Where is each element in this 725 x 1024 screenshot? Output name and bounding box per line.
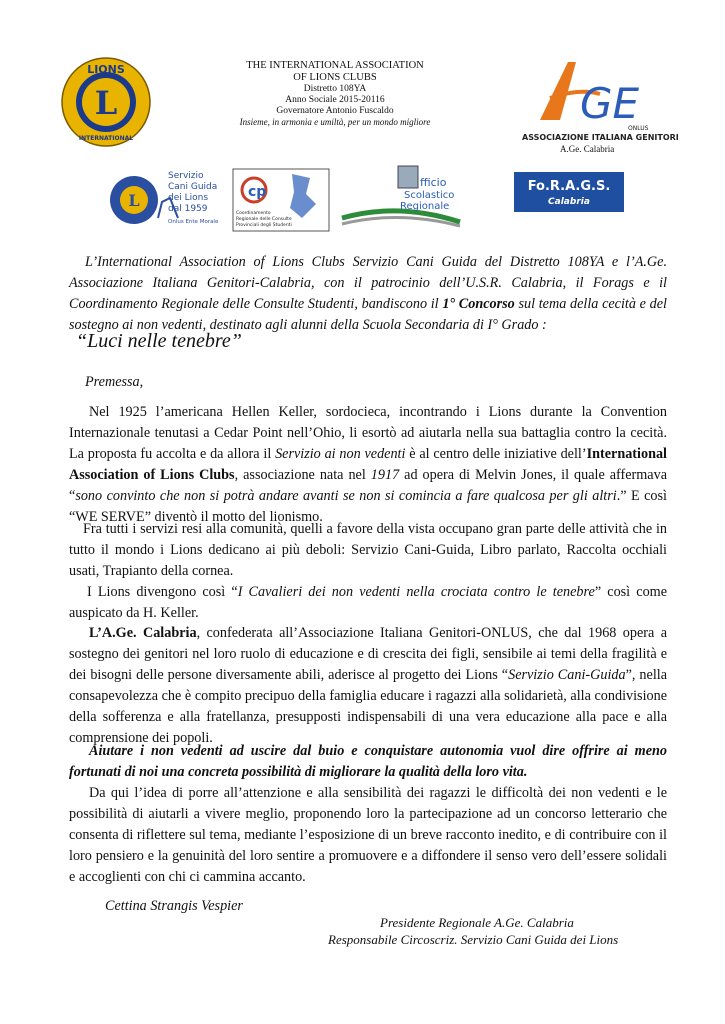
lions-logo — [60, 56, 152, 148]
text-run: Servizio ai non vedenti — [275, 446, 406, 462]
text-run: è al centro delle iniziative dell’ — [405, 446, 587, 462]
letterhead-line: Governatore Antonio Fuscaldo — [276, 105, 394, 116]
text-run: Aiutare i non vedenti ad uscire dal buio e conquistare autonomia vuol dire offrire ai meno fortunati di noi una concreta possibilità di migliorare la qualità della loro vita. — [69, 743, 667, 780]
cani-guida-text: dal 1959 — [168, 204, 208, 214]
age-name-text: ASSOCIAZIONE ITALIANA GENITORI — [522, 133, 679, 142]
intro-text-end: sul tema della cecità e del sostegno ai non vedenti, destinato agli alunni della Scuola Secondaria di I° Grado : — [69, 296, 667, 333]
consulte-text: Provinciali degli Studenti — [236, 223, 292, 228]
text-run: .” E così “WE SERVE” diventò il motto del lionismo. — [69, 488, 667, 525]
premessa-heading: Premessa, — [85, 374, 144, 390]
letterhead-line: OF LIONS CLUBS — [293, 72, 377, 84]
paragraph-cavalieri — [69, 582, 667, 624]
paragraph-age — [69, 623, 667, 749]
cani-guida-text: dei Lions — [168, 193, 209, 203]
consulte-logo — [232, 168, 330, 232]
lions-logo-text: LIONS — [87, 63, 125, 76]
paragraph-keller — [69, 402, 667, 528]
text-run: I Lions divengono così “ — [87, 584, 238, 600]
consulte-text: Regionale delle Consulte — [236, 217, 292, 222]
text-run: Servizio Cani-Guida — [508, 667, 626, 683]
cani-guida-text: Servizio — [168, 171, 204, 181]
cani-guida-logo — [108, 168, 218, 230]
age-onlus-text: ONLUS — [628, 125, 649, 132]
text-run: ”, nella consapevolezza che è compito precipuo della famiglia educare i ragazzi alla solidarietà, alla condivisione della sofferenza e alla fratellanza, presupposti indispensabili di una vera educazione alla pace e alla comprensione dei popoli. — [69, 667, 668, 746]
cani-guida-sub: Onlus Ente Morale — [168, 219, 219, 225]
svg-text:GE: GE — [580, 79, 640, 128]
signature-role: Presidente Regionale A.Ge. Calabria — [380, 915, 574, 930]
text-run: , confederata all’Associazione Italiana Genitori-ONLUS, che dal 1968 opera a sostegno dei genitori nel loro ruolo di educazione e di crescita dei figli, sensibile ai temi della fragilità e dei bisogni delle persone diversamente abili, aderisce al progetto dei Lions “ — [69, 625, 667, 683]
age-caption: A.Ge. Calabria — [560, 144, 615, 154]
letterhead-line: Distretto 108YA — [303, 84, 367, 95]
intro-bold: 1° Concorso — [442, 296, 515, 312]
letterhead — [210, 60, 460, 127]
svg-text:cp: cp — [248, 184, 267, 200]
text-run: sono convinto che non si potrà andare avanti se non si comincia a fare qualcosa per gli altri — [75, 488, 617, 504]
text-run: L’A.Ge. Calabria — [89, 625, 197, 641]
svg-text:L: L — [94, 84, 118, 122]
text-run: International Association of Lions Clubs — [69, 446, 667, 483]
paragraph-servizi — [69, 519, 667, 582]
text-run: Da qui l’idea di porre all’attenzione e alla sensibilità dei ragazzi le difficoltà dei non vedenti e le possibilità di aiutarli a vivere meglio, proponendo loro la partecipazione ad un concorso letterario che consenta di riflettere sul tema, mediante l’esposizione di un breve racconto inedito, e di contribuire con il loro pensiero e la genuinità del loro sentire a promuovere e a diffondere il senso vero dell’essere solidali e accoglienti con chi ci cammina accanto. — [69, 785, 667, 885]
letterhead-line: THE INTERNATIONAL ASSOCIATION — [246, 60, 424, 71]
usr-text: fficio — [420, 176, 447, 189]
text-run: , associazione nata nel — [234, 467, 371, 483]
text-run: 1917 — [370, 467, 400, 483]
text-run: Nel 1925 l’americana Hellen Keller, sordocieca, incontrando i Lions durante la Convention Internazionale tenutasi a Cedar Point nell’Ohio, li esortò ad aiutarla nella sua battaglia contro la cecità. La proposta fu accolta e da allora il — [69, 404, 667, 462]
signature-role: Responsabile Circoscriz. Servizio Cani Guida dei Lions — [328, 932, 619, 947]
usr-text: Scolastico — [404, 190, 455, 201]
text-run: Fra tutti i servizi resi alla comunità, quelli a favore della vista occupano gran parte delle attività che in tutto il mondo i Lions dedicano ai più deboli: Servizio Cani-Guida, Libro parlato, Raccolta occhiali usati, Trapianto della cornea. — [69, 521, 667, 579]
usr-text: Regionale — [400, 201, 450, 212]
cani-guida-text: Cani Guida — [168, 182, 218, 192]
text-run: ” così come auspicato da H. Keller. — [69, 584, 668, 621]
paragraph-aiutare — [69, 741, 667, 783]
letterhead-line: Anno Sociale 2015-20116 — [285, 95, 385, 106]
lions-logo-bottom-text: INTERNATIONAL — [78, 135, 134, 142]
paragraph-idea — [69, 783, 667, 888]
forags-text: Fo.R.A.G.S. — [527, 179, 611, 194]
forags-sub: Calabria — [548, 197, 590, 207]
age-logo — [520, 58, 679, 144]
signature-name: Cettina Strangis Vespier — [105, 898, 243, 914]
letterhead-motto: Insieme, in armonia e umiltà, per un mondo migliore — [239, 116, 431, 127]
forags-logo — [514, 172, 624, 212]
intro-paragraph — [69, 252, 667, 336]
intro-text: L’International Association of Lions Clubs Servizio Cani Guida del Distretto 108YA e l’A.Ge. Associazione Italiana Genitori-Calabria, con il patrocinio dell’U.S.R. Calabria, il Forags e il Coordinamento Regionale delle Consulte Studenti, bandiscono il — [69, 254, 667, 312]
svg-text:L: L — [128, 191, 140, 210]
text-run: I Cavalieri dei non vedenti nella crociata contro le tenebre — [237, 584, 595, 600]
text-run: ad opera di Melvin Jones, il quale affermava “ — [69, 467, 667, 504]
consulte-text: Coordinamento — [236, 211, 271, 216]
contest-title: “Luci nelle tenebre” — [76, 330, 242, 352]
usr-logo — [338, 162, 464, 228]
